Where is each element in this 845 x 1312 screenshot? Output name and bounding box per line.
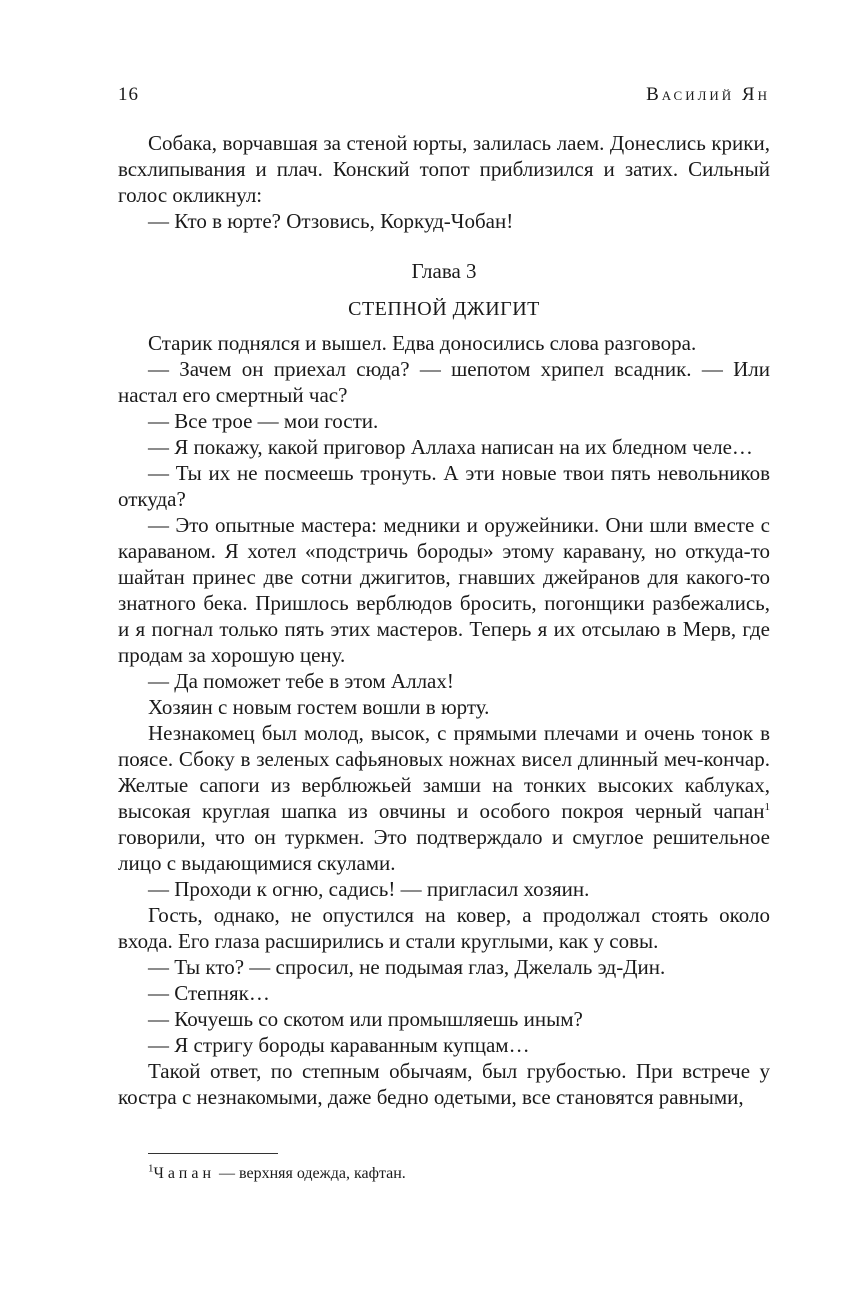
footnote-reference-marker: 1 — [764, 801, 770, 813]
paragraph: Хозяин с новым гостем вошли в юрту. — [148, 695, 490, 719]
paragraph: — Степняк… — [148, 981, 270, 1005]
paragraph: — Ты их не посмеешь тронуть. А эти новые твои пять невольников откуда? — [118, 461, 770, 511]
paragraph: — Зачем он приехал сюда? — шепотом хрипел всадник. — Или настал его смертный час? — [118, 357, 770, 407]
running-header — [118, 84, 770, 106]
paragraph: — Я покажу, какой приговор Аллаха написан на их бледном челе… — [148, 435, 753, 459]
paragraph: — Да поможет тебе в этом Аллах! — [148, 669, 454, 693]
paragraph: Старик поднялся и вышел. Едва доносились слова разговора. — [148, 331, 697, 355]
running-author: Василий Ян — [646, 84, 770, 105]
footnote — [148, 1164, 768, 1184]
paragraph: — Все трое — мои гости. — [148, 409, 379, 433]
page-body — [118, 130, 770, 1110]
paragraph: Собака, ворчавшая за стеной юрты, залилась лаем. Донеслись крики, всхлипывания и плач. Конский топот приблизился и затих. Сильный голос окликнул: — [118, 131, 770, 207]
paragraph-text-after-footnote: говорили, что он туркмен. Это подтверждало и смуглое решительное лицо с выдающимися скулами. — [118, 825, 770, 875]
page-number: 16 — [118, 84, 139, 105]
footnote-marker: 1 — [148, 1162, 154, 1175]
paragraph-with-footnote — [118, 720, 770, 876]
paragraph: — Это опытные мастера: медники и оружейники. Они шли вместе с караваном. Я хотел «подстричь бороды» этому каравану, но откуда-то шайтан принес две сотни джигитов, гнавших джейранов для какого-то знатного бека. Пришлось верблюдов бросить, погонщики разбежались, и я погнал только пять этих мастеров. Теперь я их отсылаю в Мерв, где продам за хорошую цену. — [118, 513, 770, 667]
paragraph: — Кочуешь со скотом или промышляешь иным? — [148, 1007, 583, 1031]
paragraph: — Кто в юрте? Отзовись, Коркуд-Чобан! — [148, 209, 514, 233]
paragraph: Гость, однако, не опустился на ковер, а продолжал стоять около входа. Его глаза расширились и стали круглыми, как у совы. — [118, 903, 770, 953]
paragraph: — Проходи к огню, садись! — пригласил хозяин. — [148, 877, 590, 901]
paragraph: Такой ответ, по степным обычаям, был грубостью. При встрече у костра с незнакомыми, даже бедно одетыми, все становятся равными, — [118, 1059, 770, 1109]
paragraph: — Ты кто? — спросил, не подымая глаз, Джелаль эд-Дин. — [148, 955, 666, 979]
footnote-text: — верхняя одежда, кафтан. — [215, 1165, 406, 1182]
paragraph: — Я стригу бороды караванным купцам… — [148, 1033, 530, 1057]
chapter-title: Глава 3 — [411, 259, 477, 283]
footnote-divider — [148, 1153, 278, 1154]
chapter-subtitle: СТЕПНОЙ ДЖИГИТ — [348, 298, 540, 320]
paragraph-text-before-footnote: Незнакомец был молод, высок, с прямыми плечами и очень тонок в поясе. Сбоку в зеленых сафьяновых ножнах висел длинный меч-кончар. Желтые сапоги из верблюжьей замши на тонких высоких каблуках, высокая круглая шапка из овчины и особого покроя черный чапан — [118, 721, 770, 823]
footnote-term: Чапан — [153, 1165, 216, 1182]
